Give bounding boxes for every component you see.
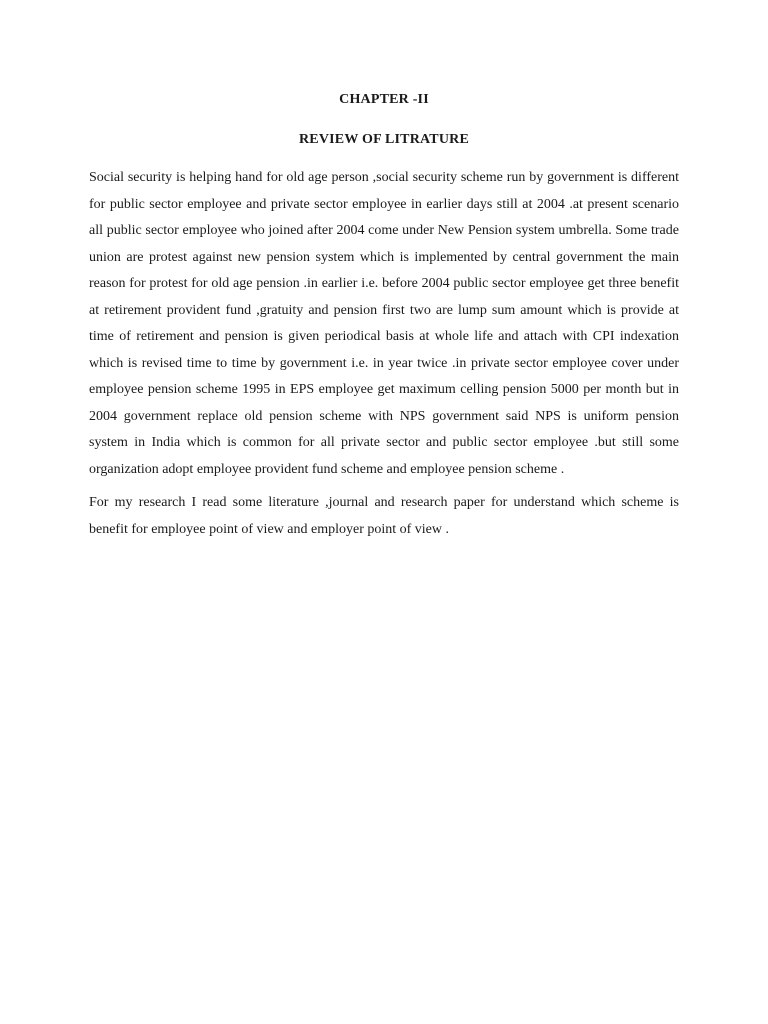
section-heading: REVIEW OF LITRATURE <box>298 132 470 147</box>
body-paragraph-2: For my research I read some literature ,journal and research paper for understand which scheme is benefit for employee point of view and employer point of view . <box>89 495 679 537</box>
body-paragraph-1: Social security is helping hand for old age person ,social security scheme run by government is different for public sector employee and private sector employee in earlier days still at 2004 .at present scenario all public sector employee who joined after 2004 come under New Pension system umbrella. Some trade union are protest against new pension system which is implemented by central government the main reason for protest for old age pension .in earlier i.e. before 2004 public sector employee get three benefit at retirement provident fund ,gratuity and pension first two are lump sum amount which is provide at time of retirement and pension is given periodical basis at whole life and attach with CPI indexation which is revised time to time by government i.e. in year twice .in private sector employee cover under employee pension scheme 1995 in EPS employee get maximum celling pension 5000 per month but in 2004 government replace old pension scheme with NPS government said NPS is uniform pension system in India which is common for all private sector and public sector employee .but still some organization adopt employee provident fund scheme and employee pension scheme . <box>89 170 679 477</box>
chapter-heading: CHAPTER -II <box>339 92 429 107</box>
